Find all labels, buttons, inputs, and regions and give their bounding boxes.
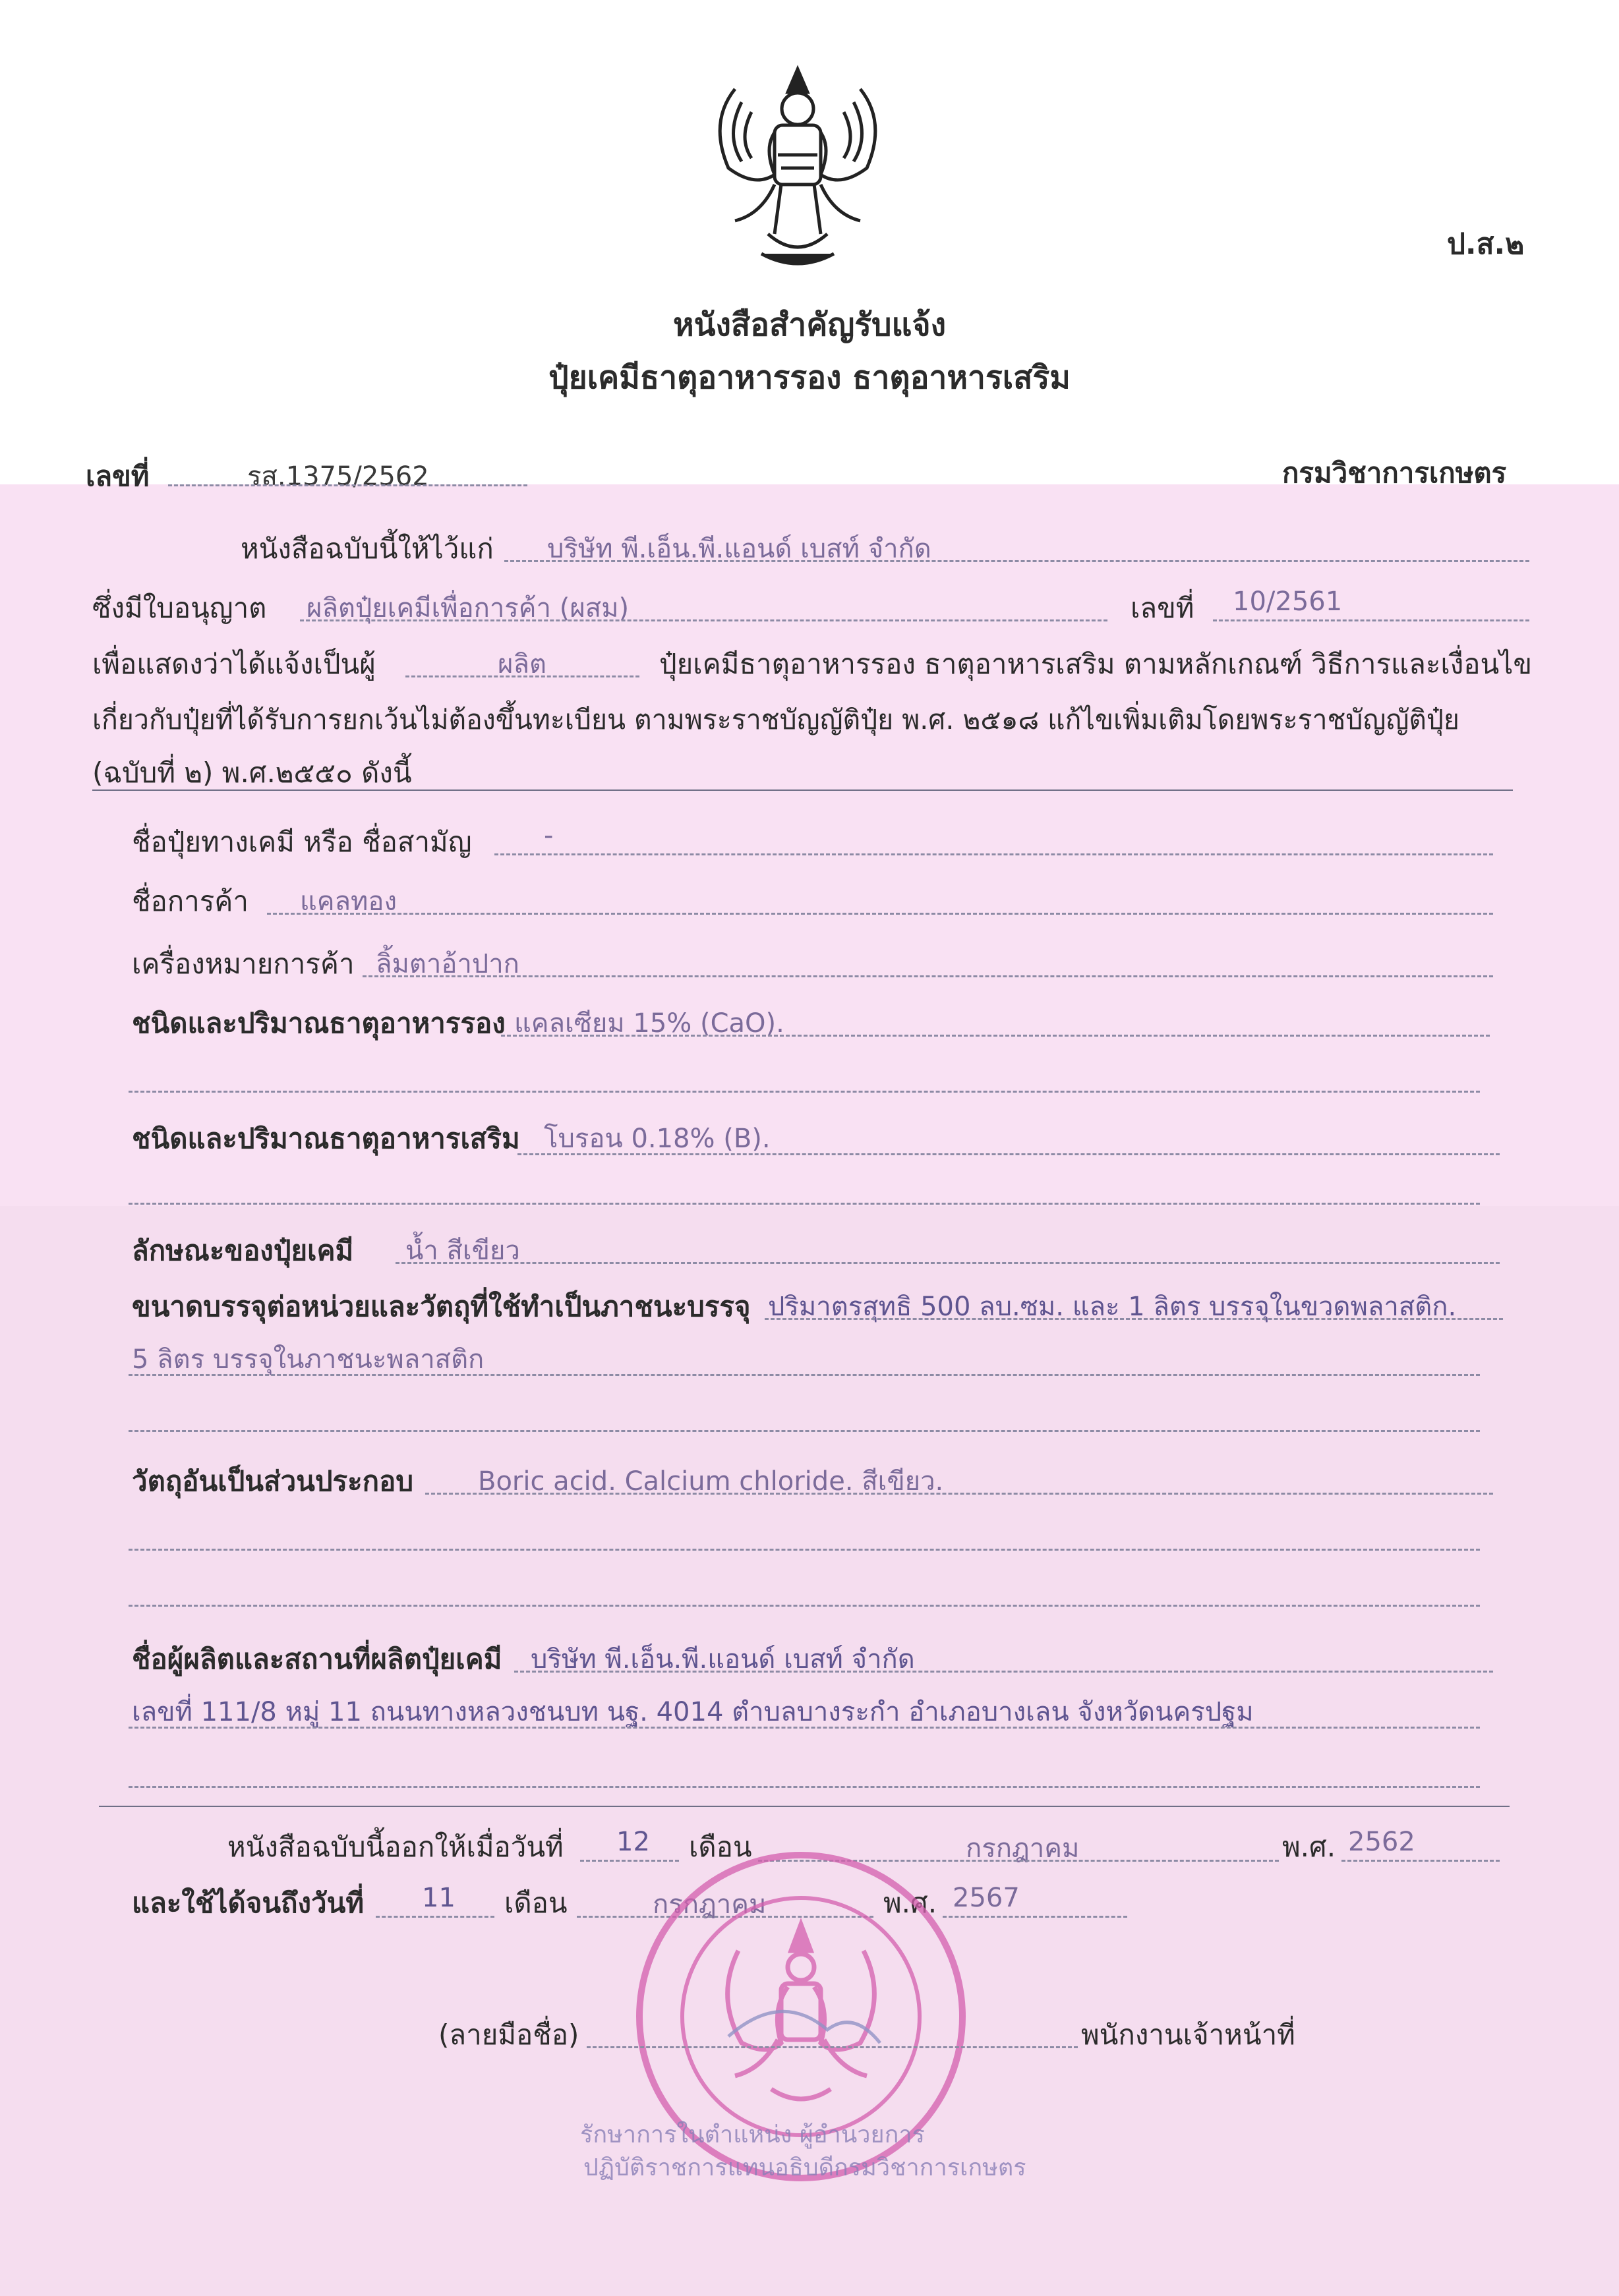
- package-value-2: 5 ลิตร บรรจุในภาชนะพลาสติก: [132, 1344, 485, 1375]
- package-label: ขนาดบรรจุต่อหน่วยและวัตถุที่ใช้ทำเป็นภาชนะบรรจุ: [132, 1290, 751, 1323]
- footer-divider: [99, 1806, 1510, 1807]
- ingredients-line-3: [129, 1605, 1480, 1607]
- producer-value-1: บริษัท พี.เอ็น.พี.แอนด์ เบสท์ จำกัด: [531, 1644, 915, 1675]
- declaration-text-1: ปุ๋ยเคมีธาตุอาหารรอง ธาตุอาหารเสริม ตามหลักเกณฑ์ วิธีการและเงื่อนไข: [659, 648, 1533, 680]
- issue-month-label: เดือน: [689, 1831, 752, 1863]
- valid-month-label: เดือน: [504, 1887, 568, 1919]
- secondary-nutrient-value: แคลเซียม 15% (CaO).: [514, 1008, 784, 1039]
- producer-line-3: [129, 1786, 1480, 1788]
- document-subtitle: ปุ๋ยเคมีธาตุอาหารรอง ธาตุอาหารเสริม: [548, 359, 1071, 396]
- issue-year: 2562: [1348, 1827, 1415, 1857]
- garuda-emblem-icon: [695, 63, 900, 280]
- ingredients-line-2: [129, 1549, 1480, 1551]
- issue-year-line: [1341, 1860, 1500, 1862]
- character-label: ลักษณะของปุ๋ยเคมี: [132, 1234, 354, 1267]
- producer-label: ชื่อผู้ผลิตและสถานที่ผลิตปุ๋ยเคมี: [132, 1643, 502, 1675]
- trade-name-line: [267, 913, 1493, 915]
- license-value: ผลิตปุ๋ยเคมีเพื่อการค้า (ผสม): [307, 593, 630, 623]
- valid-month: กรกฎาคม: [653, 1889, 767, 1920]
- number-label: เลขที่: [86, 460, 150, 492]
- ingredients-label: วัตถุอันเป็นส่วนประกอบ: [132, 1465, 413, 1497]
- valid-day: 11: [422, 1883, 456, 1913]
- trade-name-label: ชื่อการค้า: [132, 885, 249, 917]
- package-line-2: [129, 1374, 1480, 1376]
- trademark-line: [363, 975, 1493, 977]
- issued-to-value: บริษัท พี.เอ็น.พี.แอนด์ เบสท์ จำกัด: [547, 534, 931, 564]
- license-label: ซึ่งมีใบอนุญาต: [92, 592, 267, 624]
- secondary-nutrient-line-2: [129, 1091, 1480, 1093]
- chemical-name-label: ชื่อปุ๋ยทางเคมี หรือ ชื่อสามัญ: [132, 826, 472, 858]
- chemical-name-line: [494, 853, 1493, 855]
- package-line: [765, 1318, 1503, 1320]
- secondary-nutrient-label: ชนิดและปริมาณธาตุอาหารรอง: [132, 1007, 506, 1039]
- issue-date-label: หนังสือฉบับนี้ออกให้เมื่อวันที่: [227, 1831, 564, 1863]
- declaration-label: เพื่อแสดงว่าได้แจ้งเป็นผู้: [92, 648, 376, 680]
- valid-year-label: พ.ศ.: [883, 1887, 937, 1919]
- issue-day: 12: [616, 1827, 650, 1857]
- issued-to-line: [504, 560, 1529, 562]
- signature-line: [587, 2046, 1078, 2048]
- secondary-nutrient-line: [501, 1035, 1490, 1037]
- producer-line-2: [129, 1727, 1480, 1729]
- issued-to-label: หนังสือฉบับนี้ให้ไว้แก่: [241, 532, 494, 565]
- stamp-line-2: ปฏิบัติราชการแทนอธิบดีกรมวิชาการเกษตร: [583, 2154, 1026, 2181]
- trademark-label: เครื่องหมายการค้า: [132, 948, 355, 980]
- character-line: [396, 1262, 1500, 1264]
- micro-nutrient-line: [517, 1153, 1500, 1155]
- signature-label: (ลายมือชื่อ): [438, 2019, 579, 2051]
- producer-value-2: เลขที่ 111/8 หมู่ 11 ถนนทางหลวงชนบท นฐ. 4014 ตำบลบางระกำ อำเภอบางเลน จังหวัดนครปฐม: [132, 1697, 1254, 1727]
- producer-line: [514, 1671, 1493, 1673]
- valid-day-line: [376, 1916, 494, 1918]
- ingredients-line: [425, 1493, 1493, 1495]
- document-title: หนังสือสำคัญรับแจ้ง: [672, 306, 947, 343]
- package-value-1: ปริมาตรสุทธิ 500 ลบ.ซม. และ 1 ลิตร บรรจุในขวดพลาสติก.: [768, 1292, 1457, 1322]
- license-number-label: เลขที่: [1131, 592, 1194, 624]
- issue-year-label: พ.ศ.: [1282, 1831, 1336, 1863]
- valid-until-label: และใช้ได้จนถึงวันที่: [132, 1887, 365, 1919]
- valid-year: 2567: [953, 1883, 1020, 1913]
- chemical-name-value: -: [544, 820, 554, 851]
- declaration-text-3: (ฉบับที่ ๒) พ.ศ.๒๕๕๐ ดังนี้: [92, 757, 412, 789]
- department-name: กรมวิชาการเกษตร: [1282, 457, 1507, 489]
- issue-month: กรกฎาคม: [966, 1833, 1080, 1864]
- declaration-role: ผลิต: [498, 649, 546, 679]
- form-code: ป.ส.๒: [1447, 227, 1525, 261]
- number-line: [168, 484, 527, 486]
- signature-role: พนักงานเจ้าหน้าที่: [1081, 2019, 1295, 2051]
- character-value: น้ำ สีเขียว: [405, 1236, 520, 1266]
- trade-name-value: แคลทอง: [300, 886, 397, 917]
- license-number-value: 10/2561: [1233, 587, 1343, 617]
- ingredients-value: Boric acid. Calcium chloride. สีเขียว.: [478, 1466, 944, 1497]
- declaration-role-line: [405, 675, 639, 677]
- stamp-line-1: รักษาการในตำแหน่ง ผู้อำนวยการ: [580, 2121, 925, 2148]
- license-line: [300, 619, 1107, 621]
- number-value: รส.1375/2562: [247, 461, 429, 492]
- declaration-text-2: เกี่ยวกับปุ๋ยที่ได้รับการยกเว้นไม่ต้องขึ้นทะเบียน ตามพระราชบัญญัติปุ๋ย พ.ศ. ๒๕๑๘ แก้ไขเพิ่มเติมโดยพระราชบัญญัติปุ๋ย: [92, 704, 1459, 735]
- micro-nutrient-value: โบรอน 0.18% (B).: [544, 1124, 771, 1154]
- micro-nutrient-line-2: [129, 1203, 1480, 1205]
- section-divider: [92, 789, 1513, 791]
- license-number-line: [1213, 619, 1529, 621]
- micro-nutrient-label: ชนิดและปริมาณธาตุอาหารเสริม: [132, 1122, 520, 1155]
- package-line-3: [129, 1430, 1480, 1432]
- trademark-value: ลิ้มตาอ้าปาก: [376, 949, 519, 979]
